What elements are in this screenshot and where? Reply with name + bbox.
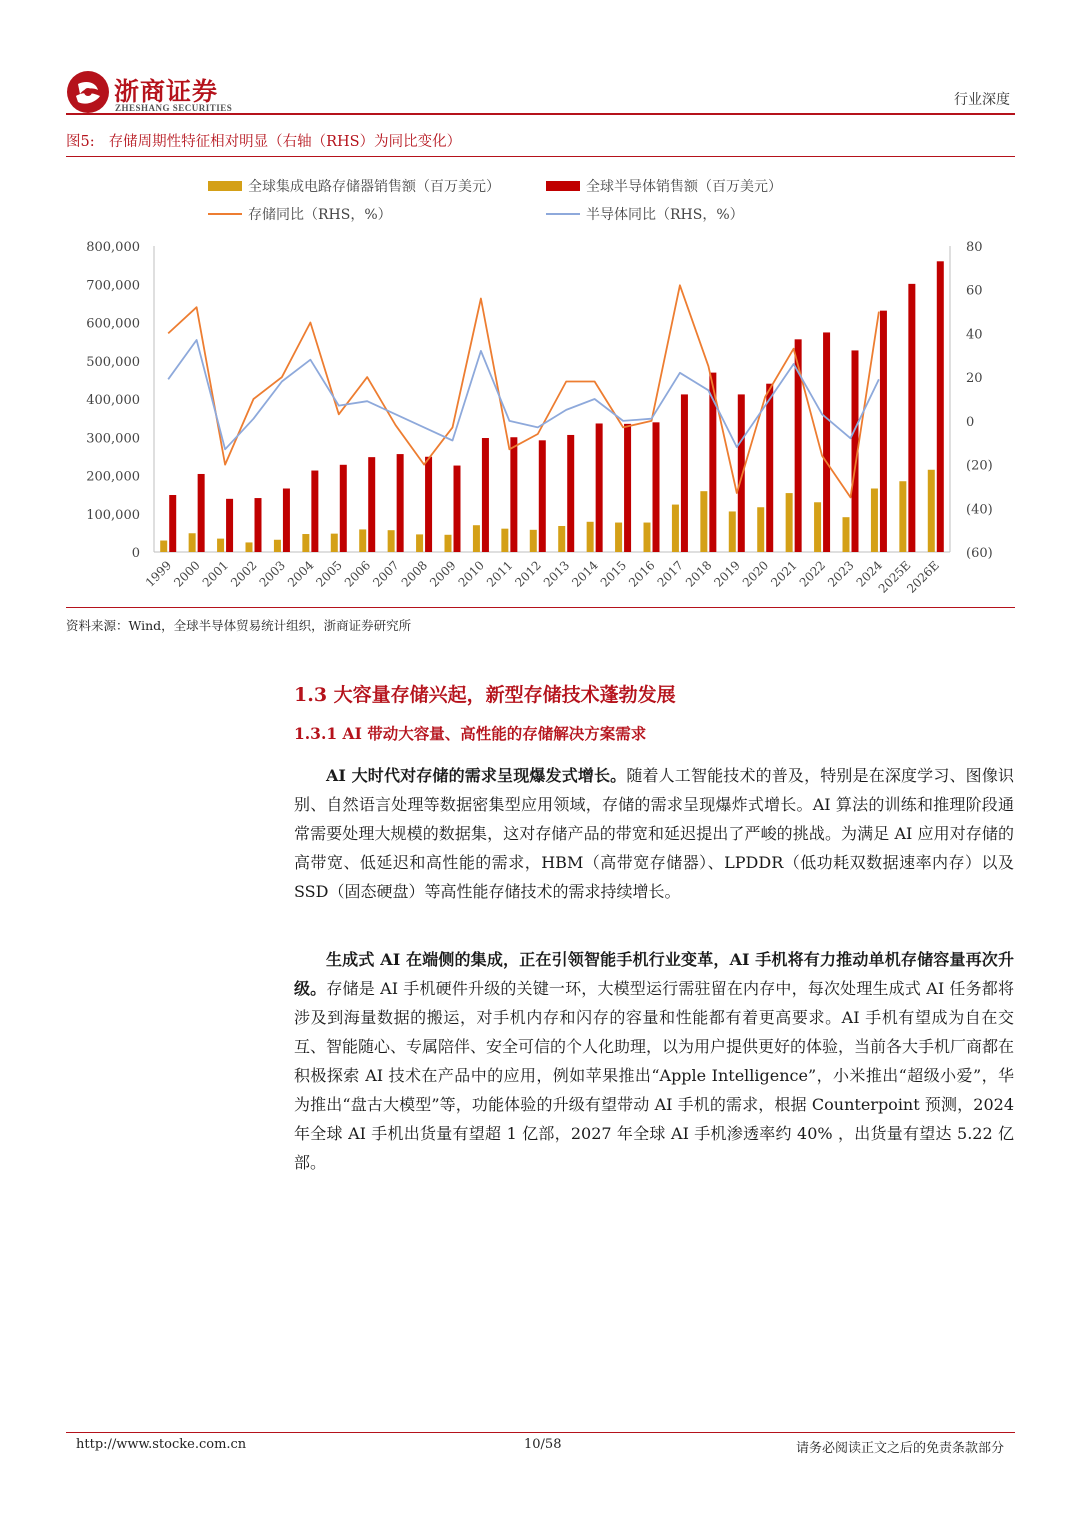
left-axis-tick: 100,000 [86,507,140,523]
x-tick-label: 2012 [512,558,544,590]
x-tick-label: 2022 [796,558,829,590]
bar-memory-sales [615,523,622,552]
chart [66,168,1015,600]
bar-memory-sales [814,502,821,552]
footer-url[interactable]: http://www.stocke.com.cn [76,1437,247,1452]
right-axis-tick: 0 [966,414,975,430]
left-axis-tick: 300,000 [86,431,140,447]
bar-semiconductor-sales [681,394,688,552]
bar-memory-sales [331,534,338,552]
bar-semiconductor-sales [908,284,915,552]
x-tick-label: 2014 [569,558,601,590]
bar-memory-sales [558,526,565,552]
logo-en: ZHESHANG SECURITIES [115,103,233,113]
legend-label-2: 全球半导体销售额（百万美元） [586,179,782,195]
x-tick-label: 2021 [768,558,800,590]
bar-memory-sales [587,522,594,552]
company-logo [66,70,236,118]
bar-memory-sales [644,523,651,552]
x-tick-label: 2016 [626,558,658,590]
bar-semiconductor-sales [397,454,404,552]
right-axis-tick: (20) [966,458,993,474]
x-tick-label: 2007 [370,558,402,590]
report-type: 行业深度 [954,92,1010,108]
right-axis-tick: 40 [966,327,983,343]
page-number: 10/58 [524,1437,562,1452]
x-tick-label: 2018 [682,558,715,590]
x-tick-label: 2025E [875,558,914,596]
x-tick-label: 2019 [711,558,743,590]
chart-svg [66,168,1015,600]
bar-memory-sales [246,542,253,552]
figure-caption [66,130,461,151]
x-tick-label: 2015 [597,558,630,590]
bar-semiconductor-sales [368,457,375,552]
bar-memory-sales [217,539,224,552]
bar-memory-sales [700,491,707,552]
bar-memory-sales [729,511,736,552]
bar-memory-sales [359,529,366,552]
legend-swatch-1 [208,181,242,191]
x-tick-label: 2024 [853,558,886,590]
paragraph-1 [294,761,1014,906]
bar-memory-sales [672,505,679,552]
left-axis-tick: 400,000 [86,393,140,408]
chart-bottom-rule [66,607,1015,608]
right-axis-tick: (60) [966,546,993,561]
figure-title: 存储周期性特征相对明显（右轴（RHS）为同比变化） [108,134,462,150]
x-tick-label: 2010 [455,558,488,590]
bar-memory-sales [928,470,935,552]
x-tick-label: 2013 [540,558,573,590]
bar-semiconductor-sales [340,465,347,552]
x-tick-label: 2023 [825,558,857,590]
legend-label-1: 全球集成电路存储器销售额（百万美元） [248,179,500,195]
logo-cn: 浙商证券 [114,77,219,106]
footer-disclaimer: 请务必阅读正文之后的免责条款部分 [795,1441,1004,1456]
bar-semiconductor-sales [539,440,546,552]
paragraph-2 [294,945,1014,1177]
bar-memory-sales [899,481,906,552]
bar-semiconductor-sales [510,437,517,552]
x-tick-label: 2008 [398,558,431,590]
right-axis-tick: 80 [966,240,983,255]
bar-semiconductor-sales [482,438,489,552]
bar-memory-sales [160,541,167,552]
left-axis-tick: 800,000 [86,240,140,255]
caption-rule [66,156,1015,157]
paragraph-2-lead: 生成式 AI 在端侧的集成，正在引领智能手机行业变革，AI 手机将有力推动单机存储容量再次升级。 [294,950,1014,998]
x-tick-label: 2004 [284,558,317,590]
bar-memory-sales [388,530,395,552]
bar-semiconductor-sales [653,422,660,552]
x-tick-label: 2001 [199,558,232,590]
logo-mark-icon [66,70,110,114]
x-tick-label: 2020 [739,558,772,590]
bar-memory-sales [416,534,423,552]
legend-label-4: 半导体同比（RHS，%） [586,207,744,223]
bar-memory-sales [445,535,452,552]
bar-semiconductor-sales [567,435,574,552]
paragraph-1-body: 随着人工智能技术的普及，特别是在深度学习、图像识别、自然语言处理等数据密集型应用领域，存储的需求呈现爆炸式增长。AI 算法的训练和推理阶段通常需要处理大规模的数据集，这对存储产品的带宽和延迟提出了严峻的挑战。为满足 AI 应用对存储的高带宽、低延迟和高性能的需求，HBM（高带宽存储器）、LPDDR（低功耗双数据速率内存）以及 SSD（固态硬盘）等高性能存储技术的需求持续增长。 [294,766,1014,901]
bar-semiconductor-sales [198,474,205,552]
x-tick-label: 1999 [142,558,175,590]
bar-semiconductor-sales [937,261,944,552]
figure-number: 图5: [66,134,95,150]
bar-memory-sales [757,507,764,552]
section-heading: 1.3 大容量存储兴起，新型存储技术蓬勃发展 [294,684,676,706]
bar-semiconductor-sales [454,466,461,552]
bar-memory-sales [530,530,537,552]
left-axis-tick: 0 [131,546,140,561]
bar-memory-sales [274,540,281,552]
header-rule [66,113,1015,115]
bar-memory-sales [473,525,480,552]
left-axis-tick: 700,000 [86,278,140,294]
bar-memory-sales [501,529,508,552]
x-tick-label: 2026E [904,558,942,596]
bar-semiconductor-sales [766,384,773,552]
bar-semiconductor-sales [226,499,233,552]
bar-memory-sales [302,534,309,552]
subsection-heading: 1.3.1 AI 带动大容量、高性能的存储解决方案需求 [294,724,647,743]
left-axis-tick: 200,000 [86,469,140,485]
paragraph-1-lead: AI 大时代对存储的需求呈现爆发式增长。 [326,766,627,785]
bar-memory-sales [189,533,196,552]
left-axis-tick: 600,000 [86,316,140,332]
paragraph-2-body: 存储是 AI 手机硬件升级的关键一环，大模型运行需驻留在内存中，每次处理生成式 AI 任务都将涉及到海量数据的搬运，对手机内存和闪存的容量和性能都有着更高要求。AI 手机有望成为自在交互、智能随心、专属陪伴、安全可信的个人化助理，以为用户提供更好的体验，当前各大手机厂商都在积极探索 AI 技术在产品中的应用，例如苹果推出“Apple Intelligence”，小米推出“超级小爱”，华为推出“盘古大模型”等，功能体验的升级有望带动 AI 手机的需求，根据 Counterpoint 预测，2024 年全球 AI 手机出货量有望超 1 亿部，2027 年全球 AI 手机渗透率约 40% ，出货量有望达 5.22 亿部。 [294,979,1015,1172]
footer-rule [66,1432,1015,1433]
bar-semiconductor-sales [596,423,603,552]
x-tick-label: 2000 [171,558,203,590]
bar-semiconductor-sales [255,498,262,552]
bar-memory-sales [871,489,878,552]
legend-label-3: 存储同比（RHS，%） [248,207,392,223]
bar-semiconductor-sales [624,424,631,552]
x-tick-label: 2006 [341,558,374,590]
right-axis-tick: 20 [966,371,983,387]
bar-semiconductor-sales [823,332,830,552]
x-tick-label: 2005 [313,558,345,590]
x-tick-label: 2011 [483,558,516,590]
left-axis-tick: 500,000 [86,354,140,370]
bar-semiconductor-sales [738,394,745,552]
x-tick-label: 2003 [256,558,289,590]
bar-semiconductor-sales [880,311,887,552]
x-tick-label: 2017 [654,558,687,590]
bar-memory-sales [843,517,850,552]
bar-semiconductor-sales [425,457,432,552]
bar-semiconductor-sales [311,471,318,552]
figure-source: 资料来源：Wind，全球半导体贸易统计组织，浙商证券研究所 [66,618,412,633]
right-axis-tick: (40) [966,502,993,518]
bar-semiconductor-sales [169,495,176,552]
legend-swatch-2 [546,181,580,191]
x-tick-label: 2009 [427,558,459,590]
right-axis-tick: 60 [966,283,983,299]
bar-semiconductor-sales [283,489,290,552]
bar-memory-sales [786,493,793,552]
x-tick-label: 2002 [228,558,260,590]
